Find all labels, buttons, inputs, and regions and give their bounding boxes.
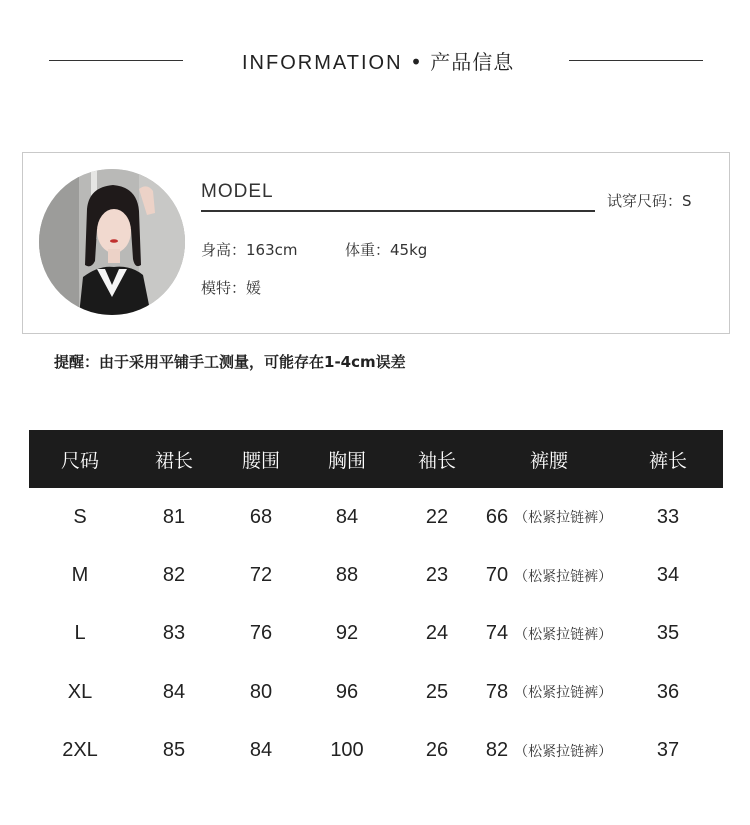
cell-skirt-length: 84 xyxy=(162,680,186,703)
cell-pants-waist xyxy=(485,488,613,546)
cell-pants-length: 35 xyxy=(656,622,680,645)
cell-bust: 100 xyxy=(330,739,364,762)
cell-pants-waist-note: （松紧拉链裤） xyxy=(514,685,613,702)
cell-sleeve: 22 xyxy=(425,505,449,528)
cell-sleeve: 26 xyxy=(425,739,449,762)
cell-bust: 84 xyxy=(335,505,359,528)
model-photo-image xyxy=(39,169,185,315)
table-row xyxy=(29,605,723,663)
cell-size: XL xyxy=(67,680,93,703)
header-divider-left xyxy=(49,60,183,61)
model-photo xyxy=(39,169,185,315)
header-title-en: INFORMATION xyxy=(242,52,403,74)
cell-pants-waist-note: （松紧拉链裤） xyxy=(514,568,613,585)
table-row xyxy=(29,722,723,780)
cell-skirt-length: 82 xyxy=(162,564,186,587)
model-height: 身高：163cm xyxy=(201,241,298,259)
table-row xyxy=(29,488,723,546)
cell-pants-length: 37 xyxy=(656,739,680,762)
cell-pants-length: 33 xyxy=(656,505,680,528)
header-cell-sleeve: 袖长 xyxy=(417,449,456,472)
cell-size: 2XL xyxy=(62,739,98,762)
header-divider-right xyxy=(569,60,703,61)
cell-waist: 76 xyxy=(249,622,273,645)
header-title-cn: • 产品信息 xyxy=(410,50,515,74)
cell-sleeve: 25 xyxy=(425,680,449,703)
cell-pants-waist-note: （松紧拉链裤） xyxy=(514,743,613,760)
model-underline xyxy=(201,210,595,212)
cell-pants-waist xyxy=(485,605,613,663)
cell-pants-waist-note: （松紧拉链裤） xyxy=(514,626,613,643)
cell-waist: 80 xyxy=(249,680,273,703)
cell-skirt-length: 85 xyxy=(162,739,186,762)
header-cell-size: 尺码 xyxy=(60,449,99,472)
header-cell-pants-waist: 裤腰 xyxy=(529,449,568,472)
cell-size: L xyxy=(74,622,86,645)
model-label: MODEL xyxy=(201,181,274,202)
header-cell-pants-length: 裤长 xyxy=(648,449,687,472)
cell-pants-waist-note: （松紧拉链裤） xyxy=(514,510,613,527)
cell-bust: 88 xyxy=(335,564,359,587)
cell-skirt-length: 83 xyxy=(162,622,186,645)
size-table xyxy=(29,430,723,780)
cell-pants-waist-value: 78 xyxy=(485,680,509,703)
model-weight: 体重：45kg xyxy=(345,241,428,259)
cell-pants-waist-value: 82 xyxy=(485,739,509,762)
cell-sleeve: 23 xyxy=(425,564,449,587)
cell-pants-waist xyxy=(485,663,613,721)
cell-waist: 72 xyxy=(249,564,273,587)
cell-pants-waist-value: 66 xyxy=(485,505,509,528)
tried-size: 试穿尺码：S xyxy=(607,192,692,210)
table-row xyxy=(29,546,723,604)
header-cell-skirt-length: 裙长 xyxy=(154,449,193,472)
section-header xyxy=(0,44,750,76)
header-cell-bust: 胸围 xyxy=(327,449,366,472)
cell-size: M xyxy=(71,564,89,587)
cell-bust: 96 xyxy=(335,680,359,703)
measurement-note: 提醒：由于采用平铺手工测量，可能存在1-4cm误差 xyxy=(54,353,406,371)
table-row xyxy=(29,663,723,721)
cell-pants-length: 34 xyxy=(656,564,680,587)
cell-sleeve: 24 xyxy=(425,622,449,645)
cell-bust: 92 xyxy=(335,622,359,645)
cell-pants-waist xyxy=(485,546,613,604)
model-name: 模特：媛 xyxy=(201,279,262,297)
table-header xyxy=(29,430,723,488)
header-cell-waist: 腰围 xyxy=(241,449,280,472)
header-title xyxy=(242,46,514,75)
cell-skirt-length: 81 xyxy=(162,505,186,528)
cell-pants-waist xyxy=(485,722,613,780)
cell-size: S xyxy=(73,505,87,528)
cell-pants-length: 36 xyxy=(656,680,680,703)
cell-pants-waist-value: 70 xyxy=(485,564,509,587)
cell-pants-waist-value: 74 xyxy=(485,622,509,645)
cell-waist: 68 xyxy=(249,505,273,528)
model-card xyxy=(22,152,730,334)
cell-waist: 84 xyxy=(249,739,273,762)
